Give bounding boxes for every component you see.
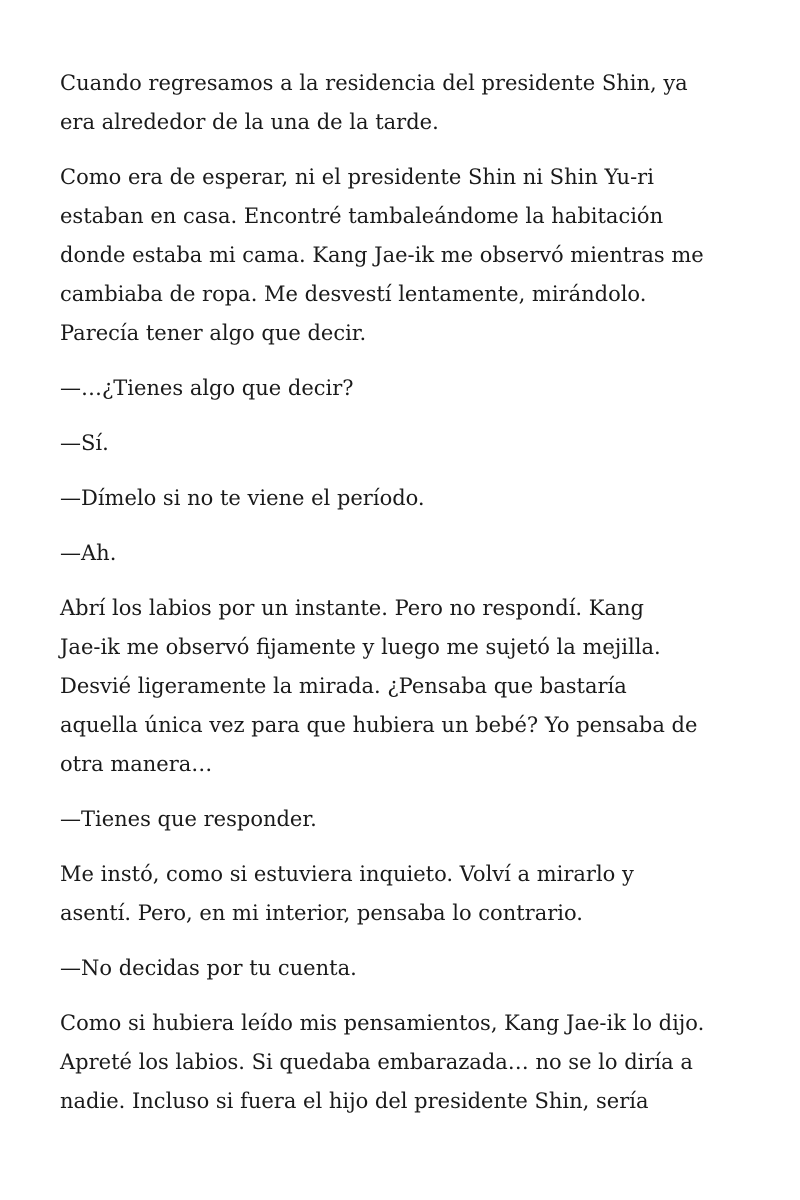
text-line: —Tienes que responder. xyxy=(60,807,317,831)
text-line: —No decidas por tu cuenta. xyxy=(60,956,357,980)
text-line: Desvié ligeramente la mirada. ¿Pensaba que bastaría xyxy=(60,674,627,698)
dialogue-line xyxy=(60,800,760,839)
text-line: Jae-ik me observó fijamente y luego me sujetó la mejilla. xyxy=(60,635,661,659)
text-line: Apreté los labios. Si quedaba embarazada… no se lo diría a xyxy=(60,1050,693,1074)
dialogue-line xyxy=(60,479,760,518)
dialogue-line xyxy=(60,369,760,408)
text-line: nadie. Incluso si fuera el hijo del presidente Shin, sería xyxy=(60,1089,649,1113)
dialogue-line xyxy=(60,424,760,463)
text-line: estaban en casa. Encontré tambaleándome la habitación xyxy=(60,204,664,228)
text-line: —…¿Tienes algo que decir? xyxy=(60,376,354,400)
text-line: —Sí. xyxy=(60,431,109,455)
text-line: Como si hubiera leído mis pensamientos, Kang Jae-ik lo dijo. xyxy=(60,1011,705,1035)
text-line: Abrí los labios por un instante. Pero no respondí. Kang xyxy=(60,596,644,620)
text-line: —Dímelo si no te viene el período. xyxy=(60,486,425,510)
dialogue-line xyxy=(60,949,760,988)
paragraph-2 xyxy=(60,158,760,353)
paragraph-1 xyxy=(60,64,760,142)
text-line: otra manera… xyxy=(60,752,213,776)
text-line: Parecía tener algo que decir. xyxy=(60,321,367,345)
text-line: donde estaba mi cama. Kang Jae-ik me observó mientras me xyxy=(60,243,704,267)
text-line: Cuando regresamos a la residencia del presidente Shin, ya xyxy=(60,71,688,95)
text-line: asentí. Pero, en mi interior, pensaba lo contrario. xyxy=(60,901,583,925)
text-line: aquella única vez para que hubiera un bebé? Yo pensaba de xyxy=(60,713,698,737)
text-line: —Ah. xyxy=(60,541,117,565)
text-line: Me instó, como si estuviera inquieto. Volví a mirarlo y xyxy=(60,862,634,886)
paragraph-7 xyxy=(60,589,760,784)
paragraph-9 xyxy=(60,855,760,933)
dialogue-line xyxy=(60,534,760,573)
paragraph-11 xyxy=(60,1004,760,1121)
reading-page xyxy=(60,64,760,1137)
text-line: era alrededor de la una de la tarde. xyxy=(60,110,439,134)
text-line: Como era de esperar, ni el presidente Shin ni Shin Yu-ri xyxy=(60,165,654,189)
text-line: cambiaba de ropa. Me desvestí lentamente, mirándolo. xyxy=(60,282,647,306)
